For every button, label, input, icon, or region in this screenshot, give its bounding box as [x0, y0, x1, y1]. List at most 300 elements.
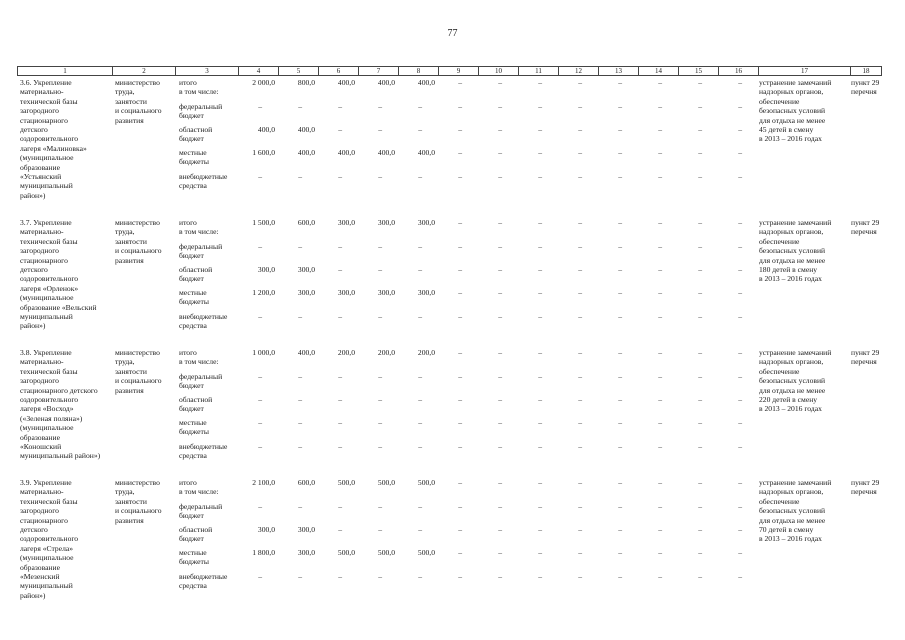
- amount-cell: 400,0: [377, 78, 395, 87]
- amount-cell: –: [418, 418, 422, 427]
- funding-source-line: [17, 125, 876, 147]
- amount-cell: –: [618, 265, 622, 274]
- funding-source-line: [17, 312, 876, 334]
- amount-cell: –: [338, 312, 342, 321]
- amount-cell: –: [658, 102, 662, 111]
- amount-cell: 300,0: [257, 265, 275, 274]
- amount-cell: –: [538, 548, 542, 557]
- amount-cell: –: [538, 395, 542, 404]
- amount-cell: –: [658, 288, 662, 297]
- amount-cell: –: [578, 218, 582, 227]
- amount-cell: –: [378, 125, 382, 134]
- funding-source-label: местные бюджеты: [179, 548, 209, 566]
- amount-cell: –: [418, 312, 422, 321]
- amount-cell: –: [578, 572, 582, 581]
- amount-cell: –: [738, 242, 742, 251]
- amount-cell: –: [698, 148, 702, 157]
- amount-cell: –: [698, 102, 702, 111]
- amount-cell: –: [698, 418, 702, 427]
- amount-cell: 1 200,0: [252, 288, 275, 297]
- amount-cell: –: [698, 265, 702, 274]
- amount-cell: –: [738, 288, 742, 297]
- funding-source-line: [17, 372, 876, 394]
- responsible-executor: министерство труда, занятости и социального развития: [115, 348, 162, 395]
- amount-cell: –: [618, 442, 622, 451]
- amount-cell: –: [658, 395, 662, 404]
- column-number-15: 15: [679, 67, 719, 76]
- amount-cell: –: [538, 525, 542, 534]
- amount-cell: –: [298, 442, 302, 451]
- column-number-8: 8: [399, 67, 439, 76]
- amount-cell: 300,0: [297, 265, 315, 274]
- funding-source-label: федеральный бюджет: [179, 102, 223, 120]
- amount-cell: –: [498, 418, 502, 427]
- amount-cell: –: [578, 478, 582, 487]
- amount-cell: –: [578, 125, 582, 134]
- amount-cell: –: [298, 395, 302, 404]
- amount-cell: –: [458, 102, 462, 111]
- amount-cell: –: [338, 102, 342, 111]
- amount-cell: –: [538, 172, 542, 181]
- amount-cell: –: [538, 442, 542, 451]
- amount-cell: –: [618, 218, 622, 227]
- amount-cell: –: [498, 125, 502, 134]
- amount-cell: –: [338, 265, 342, 274]
- amount-cell: –: [458, 572, 462, 581]
- amount-cell: 300,0: [377, 218, 395, 227]
- amount-cell: 1 600,0: [252, 148, 275, 157]
- funding-source-line: [17, 172, 876, 194]
- amount-cell: 1 500,0: [252, 218, 275, 227]
- amount-cell: –: [538, 265, 542, 274]
- amount-cell: –: [578, 172, 582, 181]
- amount-cell: –: [498, 548, 502, 557]
- amount-cell: –: [298, 418, 302, 427]
- amount-cell: –: [658, 312, 662, 321]
- amount-cell: –: [578, 348, 582, 357]
- amount-cell: –: [578, 442, 582, 451]
- amount-cell: –: [338, 172, 342, 181]
- funding-source-line: [17, 242, 876, 264]
- amount-cell: –: [658, 218, 662, 227]
- amount-cell: –: [618, 288, 622, 297]
- amount-cell: 300,0: [297, 548, 315, 557]
- funding-source-line: [17, 218, 876, 240]
- amount-cell: –: [658, 572, 662, 581]
- amount-cell: –: [698, 395, 702, 404]
- amount-cell: –: [418, 125, 422, 134]
- amount-cell: –: [538, 125, 542, 134]
- column-number-6: 6: [319, 67, 359, 76]
- list-reference: пункт 29 перечня: [851, 348, 880, 367]
- amount-cell: –: [618, 348, 622, 357]
- amount-cell: –: [378, 265, 382, 274]
- funding-source-line: [17, 478, 876, 500]
- amount-cell: –: [538, 372, 542, 381]
- amount-cell: –: [618, 502, 622, 511]
- amount-cell: –: [618, 125, 622, 134]
- amount-cell: –: [738, 502, 742, 511]
- amount-cell: –: [338, 502, 342, 511]
- amount-cell: –: [378, 395, 382, 404]
- amount-cell: –: [698, 348, 702, 357]
- amount-cell: –: [458, 218, 462, 227]
- amount-cell: –: [538, 348, 542, 357]
- amount-cell: –: [738, 265, 742, 274]
- amount-cell: 400,0: [297, 125, 315, 134]
- amount-cell: –: [498, 395, 502, 404]
- amount-cell: –: [578, 148, 582, 157]
- amount-cell: –: [698, 572, 702, 581]
- amount-cell: –: [658, 78, 662, 87]
- expected-result: устранение замечаний надзорных органов, обеспечение безопасных условий для отдыха не менее 70 детей в смену в 2013 – 2016 годах: [759, 478, 832, 544]
- amount-cell: –: [298, 172, 302, 181]
- amount-cell: –: [418, 242, 422, 251]
- funding-source-line: [17, 288, 876, 310]
- amount-cell: –: [618, 78, 622, 87]
- amount-cell: –: [458, 78, 462, 87]
- amount-cell: –: [658, 125, 662, 134]
- measure-name: 3.8. Укрепление материально- технической базы загородного стационарного детского оздоровительного лагеря «Восход» («Зеленая поляна») (муниципальное образование «Коношский муниципальный район»): [20, 348, 101, 461]
- amount-cell: 400,0: [377, 148, 395, 157]
- amount-cell: –: [258, 312, 262, 321]
- table-row: [17, 478, 880, 608]
- amount-cell: –: [498, 102, 502, 111]
- amount-cell: –: [578, 502, 582, 511]
- amount-cell: –: [618, 418, 622, 427]
- amount-cell: –: [338, 572, 342, 581]
- amount-cell: –: [658, 348, 662, 357]
- amount-cell: –: [698, 172, 702, 181]
- amount-cell: –: [698, 442, 702, 451]
- measure-name: 3.9. Укрепление материально- технической базы загородного стационарного детского оздоровительного лагеря «Стрела» (муниципальное образование «Мезенский муниципальный район»): [20, 478, 79, 600]
- amount-cell: –: [658, 265, 662, 274]
- amount-cell: –: [738, 418, 742, 427]
- amount-cell: –: [698, 372, 702, 381]
- funding-source-line: [17, 525, 876, 547]
- amount-cell: –: [338, 125, 342, 134]
- expected-result: устранение замечаний надзорных органов, обеспечение безопасных условий для отдыха не менее 180 детей в смену в 2013 – 2016 годах: [759, 218, 832, 284]
- amount-cell: –: [658, 478, 662, 487]
- amount-cell: –: [738, 102, 742, 111]
- amount-cell: –: [658, 148, 662, 157]
- amount-cell: –: [658, 242, 662, 251]
- funding-source-line: [17, 502, 876, 524]
- amount-cell: 500,0: [377, 548, 395, 557]
- amount-cell: 300,0: [257, 525, 275, 534]
- amount-cell: –: [538, 502, 542, 511]
- amount-cell: –: [538, 78, 542, 87]
- amount-cell: –: [578, 288, 582, 297]
- table-row: [17, 78, 880, 208]
- amount-cell: 300,0: [417, 288, 435, 297]
- amount-cell: –: [498, 348, 502, 357]
- amount-cell: –: [458, 372, 462, 381]
- amount-cell: –: [498, 502, 502, 511]
- amount-cell: 400,0: [337, 148, 355, 157]
- funding-source-label: внебюджетные средства: [179, 572, 228, 590]
- amount-cell: –: [538, 288, 542, 297]
- amount-cell: –: [258, 418, 262, 427]
- amount-cell: –: [458, 502, 462, 511]
- amount-cell: 800,0: [297, 78, 315, 87]
- amount-cell: 400,0: [257, 125, 275, 134]
- amount-cell: –: [458, 442, 462, 451]
- amount-cell: –: [738, 218, 742, 227]
- amount-cell: –: [498, 242, 502, 251]
- amount-cell: 300,0: [297, 525, 315, 534]
- amount-cell: –: [298, 242, 302, 251]
- funding-source-label: итого в том числе:: [179, 348, 219, 366]
- amount-cell: –: [498, 478, 502, 487]
- amount-cell: –: [578, 312, 582, 321]
- table-row: [17, 218, 880, 348]
- amount-cell: –: [378, 572, 382, 581]
- amount-cell: –: [378, 525, 382, 534]
- amount-cell: 400,0: [417, 78, 435, 87]
- expected-result: устранение замечаний надзорных органов, обеспечение безопасных условий для отдыха не менее 220 детей в смену в 2013 – 2016 годах: [759, 348, 832, 414]
- amount-cell: 500,0: [337, 478, 355, 487]
- amount-cell: –: [258, 102, 262, 111]
- responsible-executor: министерство труда, занятости и социального развития: [115, 478, 162, 525]
- funding-source-line: [17, 102, 876, 124]
- amount-cell: 500,0: [417, 548, 435, 557]
- amount-cell: –: [578, 372, 582, 381]
- amount-cell: –: [658, 418, 662, 427]
- amount-cell: –: [578, 242, 582, 251]
- amount-cell: –: [458, 265, 462, 274]
- amount-cell: –: [738, 348, 742, 357]
- amount-cell: –: [578, 525, 582, 534]
- amount-cell: –: [458, 478, 462, 487]
- amount-cell: –: [698, 478, 702, 487]
- amount-cell: –: [698, 218, 702, 227]
- amount-cell: –: [338, 525, 342, 534]
- column-number-12: 12: [559, 67, 599, 76]
- amount-cell: –: [338, 395, 342, 404]
- amount-cell: –: [738, 172, 742, 181]
- amount-cell: –: [378, 418, 382, 427]
- amount-cell: 200,0: [377, 348, 395, 357]
- amount-cell: –: [378, 372, 382, 381]
- amount-cell: –: [698, 78, 702, 87]
- column-number-14: 14: [639, 67, 679, 76]
- amount-cell: –: [258, 172, 262, 181]
- amount-cell: –: [738, 312, 742, 321]
- amount-cell: –: [658, 548, 662, 557]
- amount-cell: –: [378, 312, 382, 321]
- funding-source-line: [17, 395, 876, 417]
- amount-cell: –: [418, 502, 422, 511]
- amount-cell: –: [578, 395, 582, 404]
- amount-cell: –: [378, 502, 382, 511]
- funding-source-label: внебюджетные средства: [179, 442, 228, 460]
- amount-cell: –: [498, 148, 502, 157]
- amount-cell: –: [698, 288, 702, 297]
- amount-cell: 300,0: [377, 288, 395, 297]
- list-reference: пункт 29 перечня: [851, 78, 880, 97]
- amount-cell: –: [338, 418, 342, 427]
- amount-cell: –: [738, 548, 742, 557]
- amount-cell: –: [618, 148, 622, 157]
- column-number-header: [17, 66, 882, 76]
- amount-cell: –: [578, 265, 582, 274]
- amount-cell: –: [258, 572, 262, 581]
- amount-cell: –: [458, 395, 462, 404]
- amount-cell: –: [498, 372, 502, 381]
- funding-source-label: областной бюджет: [179, 125, 213, 143]
- amount-cell: –: [538, 102, 542, 111]
- amount-cell: –: [658, 525, 662, 534]
- funding-source-label: итого в том числе:: [179, 78, 219, 96]
- column-number-17: 17: [759, 67, 851, 76]
- amount-cell: 400,0: [297, 148, 315, 157]
- amount-cell: –: [658, 502, 662, 511]
- amount-cell: –: [618, 312, 622, 321]
- amount-cell: –: [698, 312, 702, 321]
- amount-cell: –: [498, 442, 502, 451]
- funding-source-line: [17, 148, 876, 170]
- amount-cell: –: [298, 312, 302, 321]
- amount-cell: 200,0: [417, 348, 435, 357]
- amount-cell: –: [338, 372, 342, 381]
- amount-cell: –: [298, 572, 302, 581]
- amount-cell: –: [418, 172, 422, 181]
- amount-cell: –: [418, 372, 422, 381]
- amount-cell: 600,0: [297, 218, 315, 227]
- amount-cell: –: [618, 372, 622, 381]
- amount-cell: 600,0: [297, 478, 315, 487]
- amount-cell: 1 800,0: [252, 548, 275, 557]
- expected-result: устранение замечаний надзорных органов, обеспечение безопасных условий для отдыха не менее 45 детей в смену в 2013 – 2016 годах: [759, 78, 832, 144]
- amount-cell: –: [738, 78, 742, 87]
- amount-cell: 300,0: [337, 218, 355, 227]
- funding-source-label: внебюджетные средства: [179, 172, 228, 190]
- column-number-9: 9: [439, 67, 479, 76]
- amount-cell: –: [378, 242, 382, 251]
- amount-cell: –: [418, 265, 422, 274]
- amount-cell: –: [618, 242, 622, 251]
- funding-source-label: итого в том числе:: [179, 218, 219, 236]
- funding-source-line: [17, 418, 876, 440]
- funding-source-label: внебюджетные средства: [179, 312, 228, 330]
- column-number-5: 5: [279, 67, 319, 76]
- amount-cell: –: [738, 442, 742, 451]
- amount-cell: –: [538, 312, 542, 321]
- amount-cell: –: [458, 125, 462, 134]
- amount-cell: –: [538, 242, 542, 251]
- amount-cell: –: [258, 502, 262, 511]
- amount-cell: –: [738, 125, 742, 134]
- amount-cell: –: [658, 172, 662, 181]
- column-number-18: 18: [851, 67, 882, 76]
- amount-cell: 2 000,0: [252, 78, 275, 87]
- amount-cell: –: [258, 395, 262, 404]
- amount-cell: –: [738, 572, 742, 581]
- funding-source-label: местные бюджеты: [179, 288, 209, 306]
- column-number-3: 3: [176, 67, 239, 76]
- amount-cell: –: [738, 478, 742, 487]
- amount-cell: –: [378, 442, 382, 451]
- amount-cell: –: [698, 502, 702, 511]
- amount-cell: –: [498, 288, 502, 297]
- funding-source-line: [17, 348, 876, 370]
- amount-cell: –: [498, 312, 502, 321]
- responsible-executor: министерство труда, занятости и социального развития: [115, 218, 162, 265]
- amount-cell: –: [498, 572, 502, 581]
- amount-cell: –: [458, 525, 462, 534]
- amount-cell: –: [458, 172, 462, 181]
- amount-cell: –: [578, 78, 582, 87]
- amount-cell: –: [458, 242, 462, 251]
- funding-source-label: федеральный бюджет: [179, 502, 223, 520]
- funding-source-line: [17, 548, 876, 570]
- amount-cell: 400,0: [337, 78, 355, 87]
- amount-cell: –: [618, 548, 622, 557]
- amount-cell: 500,0: [417, 478, 435, 487]
- column-number-7: 7: [359, 67, 399, 76]
- amount-cell: 400,0: [417, 148, 435, 157]
- amount-cell: –: [418, 395, 422, 404]
- amount-cell: –: [618, 172, 622, 181]
- responsible-executor: министерство труда, занятости и социального развития: [115, 78, 162, 125]
- funding-source-line: [17, 572, 876, 594]
- amount-cell: –: [538, 218, 542, 227]
- amount-cell: –: [458, 148, 462, 157]
- amount-cell: –: [498, 78, 502, 87]
- list-reference: пункт 29 перечня: [851, 218, 880, 237]
- column-number-2: 2: [113, 67, 176, 76]
- funding-source-label: местные бюджеты: [179, 418, 209, 436]
- amount-cell: –: [378, 172, 382, 181]
- funding-source-line: [17, 78, 876, 100]
- amount-cell: –: [458, 348, 462, 357]
- amount-cell: –: [378, 102, 382, 111]
- amount-cell: –: [458, 548, 462, 557]
- amount-cell: –: [698, 548, 702, 557]
- column-number-13: 13: [599, 67, 639, 76]
- amount-cell: 300,0: [297, 288, 315, 297]
- column-number-11: 11: [519, 67, 559, 76]
- amount-cell: 2 100,0: [252, 478, 275, 487]
- amount-cell: –: [738, 372, 742, 381]
- amount-cell: –: [498, 172, 502, 181]
- column-number-16: 16: [719, 67, 759, 76]
- amount-cell: –: [618, 478, 622, 487]
- amount-cell: –: [618, 525, 622, 534]
- amount-cell: –: [538, 148, 542, 157]
- amount-cell: –: [698, 525, 702, 534]
- amount-cell: –: [458, 418, 462, 427]
- amount-cell: 300,0: [417, 218, 435, 227]
- amount-cell: –: [498, 265, 502, 274]
- page-number: 77: [447, 28, 458, 39]
- amount-cell: 300,0: [337, 288, 355, 297]
- funding-source-label: областной бюджет: [179, 395, 213, 413]
- table-row: [17, 348, 880, 478]
- amount-cell: 1 000,0: [252, 348, 275, 357]
- amount-cell: –: [738, 395, 742, 404]
- funding-source-label: федеральный бюджет: [179, 242, 223, 260]
- funding-source-line: [17, 265, 876, 287]
- amount-cell: –: [658, 372, 662, 381]
- measure-name: 3.7. Укрепление материально- технической базы загородного стационарного детского оздоровительного лагеря «Орленок» (муниципальное образование «Вельский муниципальный район»): [20, 218, 97, 331]
- amount-cell: –: [258, 372, 262, 381]
- column-number-1: 1: [18, 67, 113, 76]
- amount-cell: –: [498, 218, 502, 227]
- amount-cell: –: [738, 525, 742, 534]
- amount-cell: –: [298, 102, 302, 111]
